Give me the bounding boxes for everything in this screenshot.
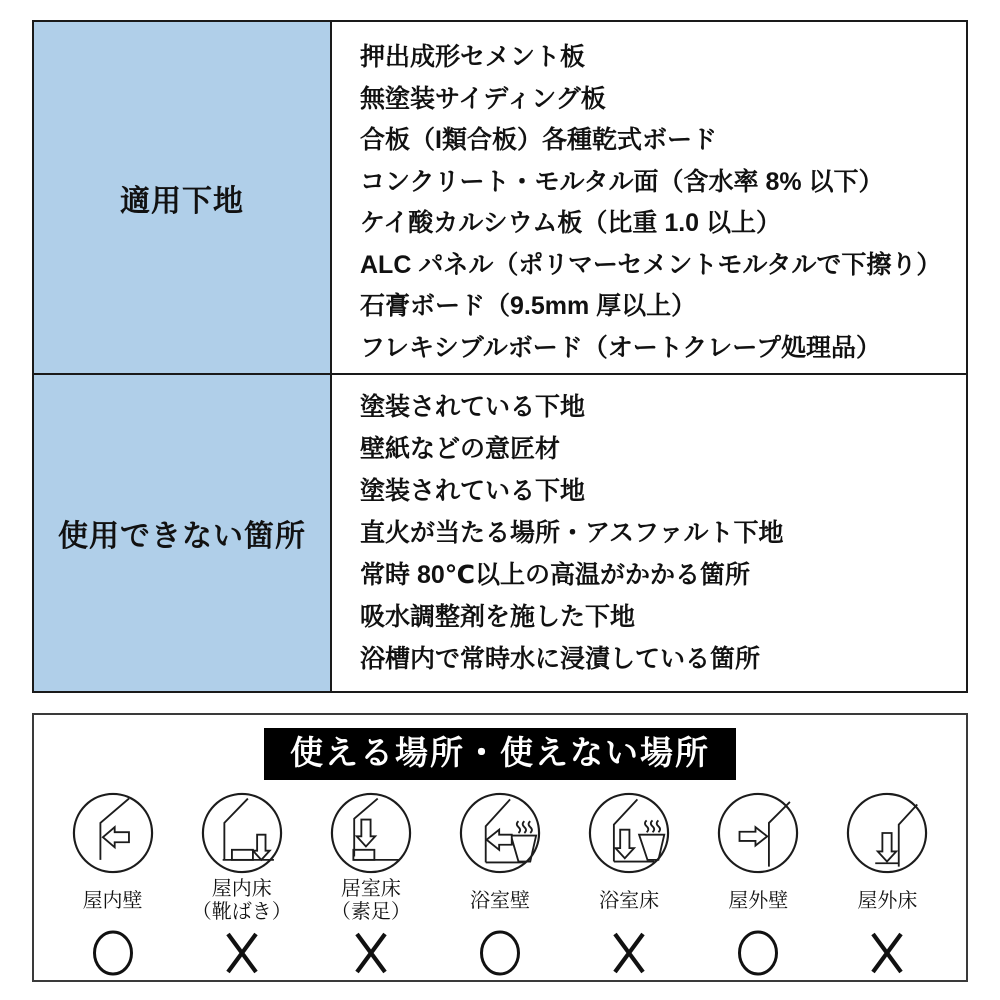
usage-mark — [477, 927, 523, 979]
applicable-substrate-header-label: 適用下地 — [120, 184, 244, 218]
bathroom-wall-icon — [458, 791, 542, 875]
usage-label: 屋内壁 — [82, 889, 143, 912]
usage-mark — [864, 927, 910, 979]
cross-mark-icon — [606, 927, 652, 979]
usage-legend-box — [32, 713, 968, 982]
usage-legend-row — [48, 791, 952, 979]
usage-label: 屋内床 （靴ばき） — [191, 878, 292, 923]
usage-item-bathroom-wall — [435, 791, 564, 979]
outdoor-floor-icon — [845, 791, 929, 875]
bathroom-floor-icon — [587, 791, 671, 875]
cross-mark-icon — [864, 927, 910, 979]
substrate-item: 石膏ボード（9.5mm 厚以上） — [360, 292, 697, 320]
substrate-item: ALC パネル（ポリマーセメントモルタルで下擦り） — [360, 250, 942, 279]
unusable-item: 常時 80℃以上の高温がかかる箇所 — [360, 561, 751, 589]
unusable-item: 直火が当たる場所・アスファルト下地 — [360, 519, 784, 547]
usage-mark — [606, 927, 652, 979]
circle-mark-icon — [90, 927, 136, 979]
usage-item-living-room-floor-barefoot — [306, 791, 435, 979]
substrate-info-table — [32, 20, 968, 693]
substrate-item: 無塗装サイディング板 — [360, 84, 606, 113]
usage-mark — [348, 927, 394, 979]
unusable-item: 吸水調整剤を施した下地 — [360, 603, 636, 631]
outdoor-wall-icon — [716, 791, 800, 875]
unusable-item: 塗装されている下地 — [360, 477, 586, 505]
circle-mark-icon — [477, 927, 523, 979]
applicable-substrate-list — [332, 22, 966, 375]
usage-item-indoor-floor-shoes — [177, 791, 306, 979]
usage-item-outdoor-wall — [694, 791, 823, 979]
usage-label: 屋外壁 — [728, 889, 789, 912]
unusable-item: 浴槽内で常時水に浸漬している箇所 — [360, 645, 761, 673]
indoor-floor-shoes-icon — [200, 791, 284, 875]
usage-legend-title: 使える場所・使えない場所 — [264, 728, 736, 780]
unusable-places-header-label: 使用できない箇所 — [58, 520, 306, 553]
usage-mark — [219, 927, 265, 979]
unusable-item: 塗装されている下地 — [360, 393, 586, 421]
usage-label: 浴室床 — [599, 889, 660, 912]
usage-mark — [735, 927, 781, 979]
cross-mark-icon — [348, 927, 394, 979]
living-room-floor-barefoot-icon — [329, 791, 413, 875]
circle-mark-icon — [735, 927, 781, 979]
unusable-places-header — [34, 375, 332, 691]
substrate-item: コンクリート・モルタル面（含水率 8% 以下） — [360, 167, 884, 196]
usage-item-indoor-wall — [48, 791, 177, 979]
substrate-item: ケイ酸カルシウム板（比重 1.0 以上） — [360, 209, 782, 237]
substrate-item: 合板（I類合板）各種乾式ボード — [360, 126, 717, 154]
usage-label: 屋外床 — [857, 889, 918, 912]
usage-label: 居室床 （素足） — [330, 878, 411, 923]
substrate-item: フレキシブルボード（オートクレープ処理品） — [360, 333, 882, 362]
usage-mark — [90, 927, 136, 979]
substrate-item: 押出成形セメント板 — [360, 43, 586, 71]
cross-mark-icon — [219, 927, 265, 979]
unusable-places-list — [332, 375, 966, 691]
usage-label: 浴室壁 — [469, 889, 530, 912]
indoor-wall-icon — [71, 791, 155, 875]
unusable-item: 壁紙などの意匠材 — [360, 435, 561, 463]
usage-item-bathroom-floor — [565, 791, 694, 979]
usage-item-outdoor-floor — [823, 791, 952, 979]
applicable-substrate-header — [34, 22, 332, 375]
